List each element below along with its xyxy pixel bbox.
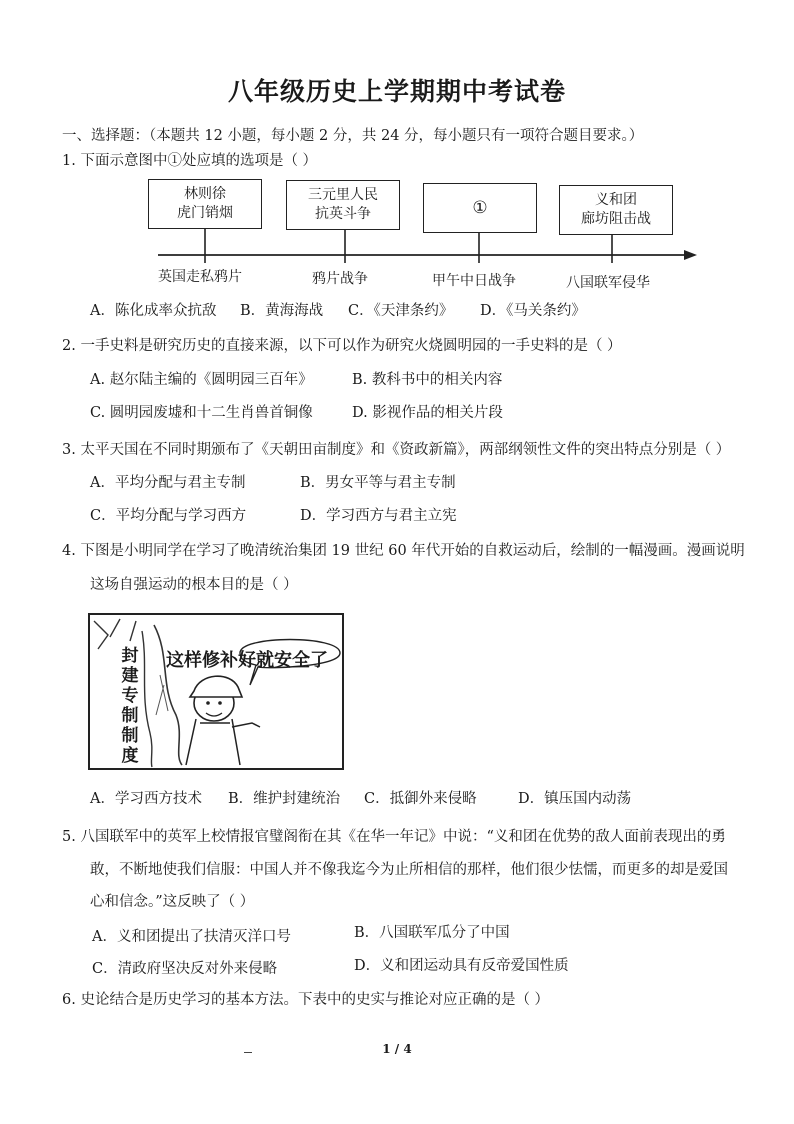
page-number: 1 / 4 [382,1042,412,1056]
q1-option-c: C．《天津条约》 [348,303,454,319]
q4-stem-line1: 4. 下图是小明同学在学习了晚清统治集团 19 世纪 60 年代开始的自救运动后，绘制的一幅漫画。漫画说明 [62,543,745,559]
comic-speech-text: 这样修补好就安全了 [166,650,328,671]
q4-option-a: A．学习西方技术 [90,791,202,807]
q5-stem-line3: 心和信念。”这反映了（ ） [90,894,255,910]
timeline-box-2-text: 三元里人民 抗英斗争 [308,187,378,222]
timeline-label-2: 鸦片战争 [312,271,368,287]
timeline-box-4 [559,185,673,235]
q1-option-b: B．黄海海战 [240,303,324,319]
q4-option-c: C．抵御外来侵略 [364,791,477,807]
timeline-box-1 [148,179,262,229]
comic-vertical-text: 封建专制制度 [121,646,139,766]
q5-option-c: C．清政府坚决反对外来侵略 [92,961,278,977]
timeline-label-4: 八国联军侵华 [566,275,650,291]
q2-option-b: B. 教科书中的相关内容 [352,372,503,388]
q5-stem-line2: 敢，不断地使我们信服：中国人并不像我迄今为止所相信的那样，他们很少怯懦，而更多的却是爱国 [90,862,728,878]
timeline-label-1: 英国走私鸦片 [158,269,242,285]
q3-option-b: B．男女平等与君主专制 [300,475,456,491]
timeline-box-4-text: 义和团 廊坊阻击战 [581,192,651,227]
q3-option-c: C．平均分配与学习西方 [90,508,247,524]
q2-stem: 2. 一手史料是研究历史的直接来源，以下可以作为研究火烧圆明园的一手史料的是（ ） [62,338,622,354]
timeline-box-3 [423,183,537,233]
timeline-box-3-text: ① [472,197,488,218]
q4-stem-line2: 这场自强运动的根本目的是（ ） [90,577,298,593]
exam-title: 八年级历史上学期期中考试卷 [227,77,566,106]
q1-stem: 1. 下面示意图中①处应填的选项是（ ） [62,153,318,169]
q4-option-b: B．维护封建统治 [228,791,341,807]
timeline-box-1-text: 林则徐 虎门销烟 [177,186,233,221]
q1-option-d: D．《马关条约》 [480,303,586,319]
q5-option-b: B．八国联军瓜分了中国 [354,925,510,941]
q5-option-d: D．义和团运动具有反帝爱国性质 [354,958,569,974]
q3-option-a: A．平均分配与君主专制 [90,475,246,491]
q2-option-c: C. 圆明园废墟和十二生肖兽首铜像 [90,405,313,421]
timeline-arrow [684,250,697,260]
q6-stem: 6. 史论结合是历史学习的基本方法。下表中的史实与推论对应正确的是（ ） [62,992,550,1008]
timeline-box-2 [286,180,400,230]
q2-option-d: D. 影视作品的相关片段 [352,405,503,421]
q4-option-d: D．镇压国内动荡 [518,791,632,807]
q2-option-a: A. 赵尔陆主编的《圆明园三百年》 [90,372,313,388]
q1-option-a: A．陈化成率众抗敌 [90,303,217,319]
timeline-label-3: 甲午中日战争 [432,273,516,289]
q3-option-d: D．学习西方与君主立宪 [300,508,457,524]
q5-option-a: A．义和团提出了扶清灭洋口号 [92,929,291,945]
q3-stem: 3. 太平天国在不同时期颁布了《天朝田亩制度》和《资政新篇》，两部纲领性文件的突出特点分别是（ ） [62,442,731,458]
q5-stem-line1: 5. 八国联军中的英军上校情报官璧阁衔在其《在华一年记》中说：“义和团在优势的敌人面前表现出的勇 [62,829,726,845]
section-heading: 一、选择题：（本题共 12 小题，每小题 2 分，共 24 分，每小题只有一项符合题目要求。） [62,128,644,144]
